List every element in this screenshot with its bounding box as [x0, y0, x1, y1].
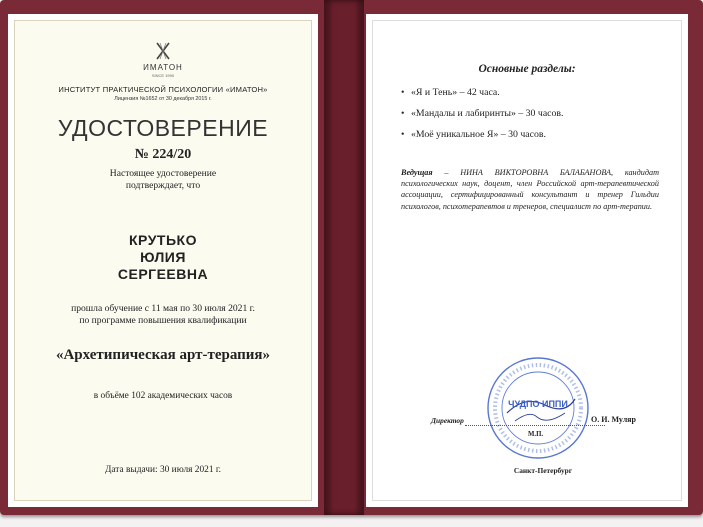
- section-label: «Я и Тень» – 42 часа.: [411, 87, 500, 98]
- director-name: О. И. Муляр: [591, 415, 636, 424]
- signature-line: [465, 425, 605, 426]
- logo-text: ИМАТОН: [143, 63, 183, 72]
- director-label: Директор: [431, 416, 464, 425]
- course-line-2: по программе повышения квалификации: [79, 314, 247, 326]
- sections-sheet: [372, 20, 682, 501]
- confirm-line-2: подтверждает, что: [125, 180, 201, 191]
- lead-text: – НИНА ВИКТОРОВНА БАЛАБАНОВА, кандидат психологических наук, доцент, член Российской арт-терапевтической ассоциации, сертифицированный консультант и тренер Гильдии психологов, психотерапевтов и тренеров, специалист по арт-терапии.: [401, 168, 659, 211]
- course-line-1: прошла обучение с 11 мая по 30 июля 2021 г.: [71, 303, 255, 314]
- cover-spine: [324, 0, 364, 515]
- confirm-text: [25, 168, 301, 192]
- lead-label: Ведущая: [401, 168, 433, 177]
- stamp-place-mark: М.П.: [528, 431, 544, 438]
- right-page: [366, 14, 688, 507]
- license-info: Лицензия №1652 от 30 декабря 2015 г.: [114, 96, 212, 102]
- sections-title: Основные разделы:: [478, 63, 576, 75]
- bullet-icon: •: [401, 129, 405, 140]
- document-title: УДОСТОВЕРЕНИЕ: [57, 115, 269, 141]
- city: Санкт-Петербург: [513, 466, 573, 475]
- logo-since: SINCE 1990: [151, 73, 175, 78]
- stamp-center-text: ЧУДПО ИППИ: [508, 399, 568, 409]
- hours-volume: в объёме 102 академических часов: [93, 391, 233, 401]
- section-item: [401, 108, 563, 119]
- course-info: [25, 303, 301, 326]
- surname: КРУТЬКО: [129, 232, 197, 248]
- first-name: ЮЛИЯ: [140, 249, 186, 265]
- imaton-logo-icon: [153, 41, 173, 61]
- bullet-icon: •: [401, 108, 405, 119]
- certificate-sheet: [14, 20, 312, 501]
- confirm-line-1: Настоящее удостоверение: [109, 168, 217, 179]
- bullet-icon: •: [401, 87, 405, 98]
- section-label: «Мандалы и лабиринты» – 30 часов.: [411, 108, 564, 119]
- institute-name: ИНСТИТУТ ПРАКТИЧЕСКОЙ ПСИХОЛОГИИ «ИМАТОН»: [58, 85, 268, 94]
- program-title: «Архетипическая арт-терапия»: [55, 347, 271, 363]
- left-page: [8, 14, 318, 507]
- lead-trainer-info: [401, 167, 659, 212]
- issue-date: Дата выдачи: 30 июля 2021 г.: [104, 465, 222, 475]
- section-item: [401, 87, 500, 98]
- section-item: [401, 129, 546, 140]
- official-stamp-icon: [485, 355, 591, 461]
- section-label: «Моё уникальное Я» – 30 часов.: [411, 129, 546, 140]
- patronymic: СЕРГЕЕВНА: [117, 266, 209, 282]
- certificate-number: № 224/20: [134, 147, 192, 162]
